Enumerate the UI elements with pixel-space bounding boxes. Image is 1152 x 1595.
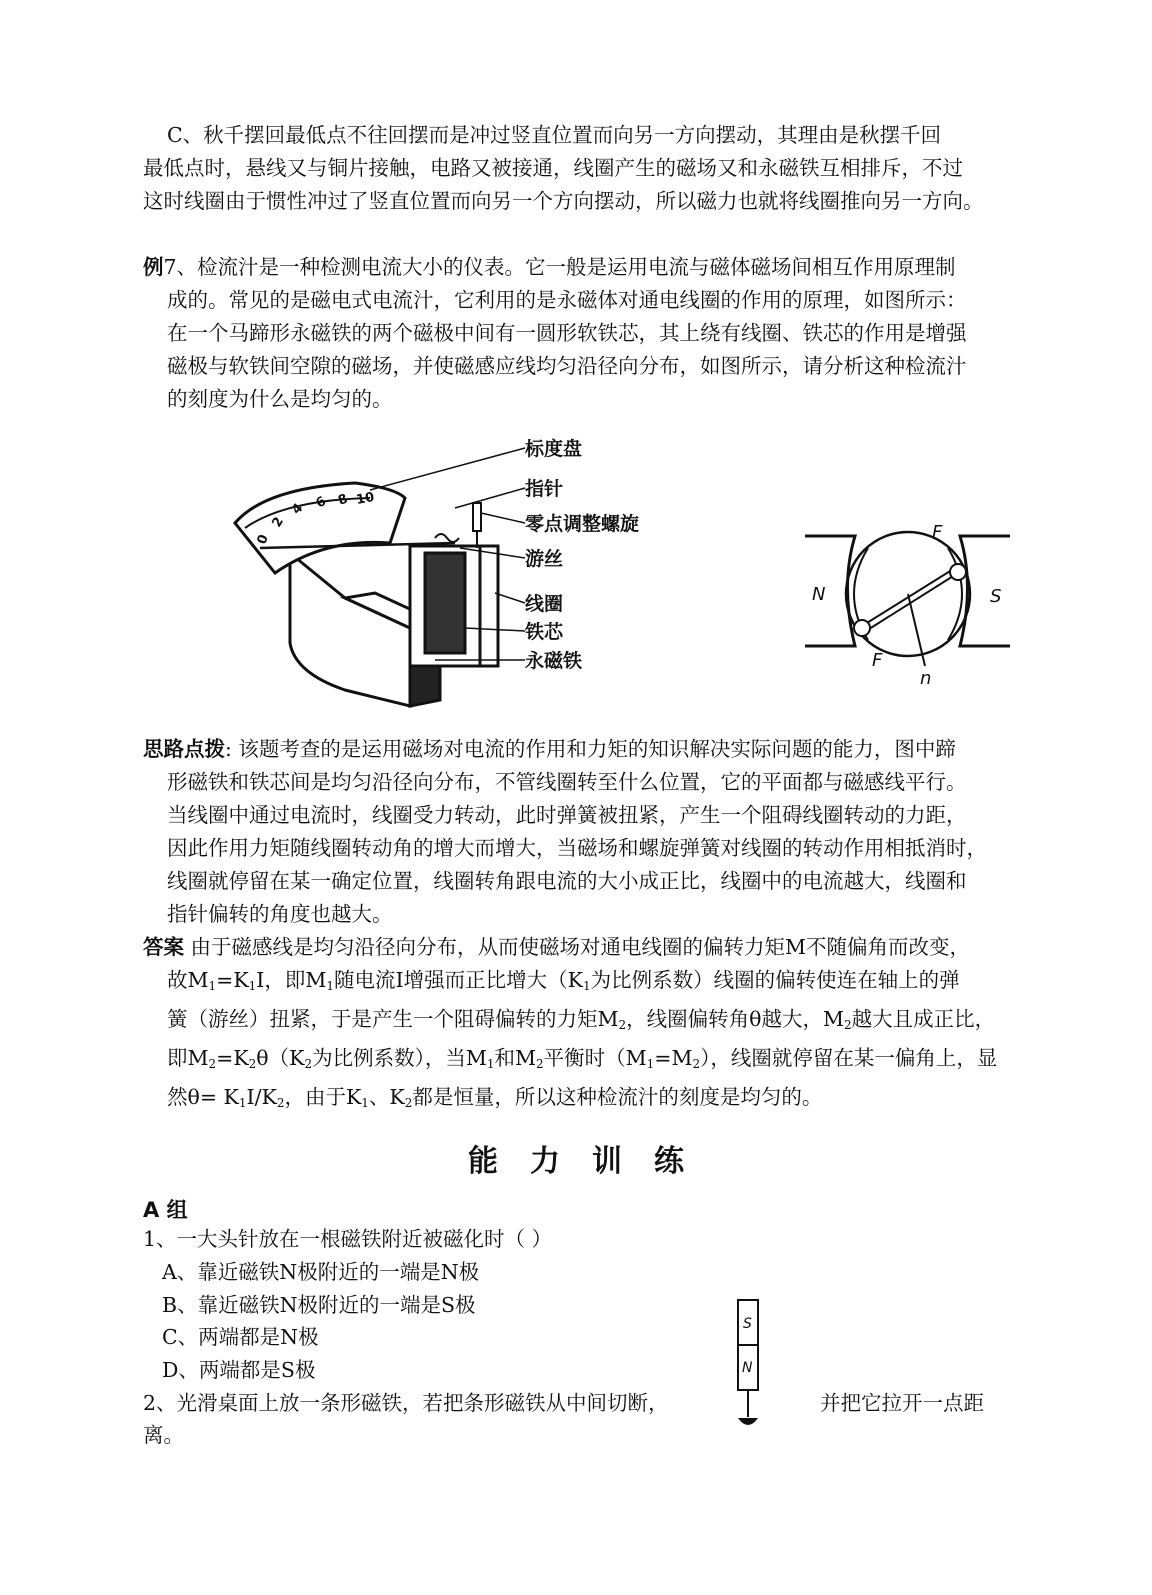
text-line: 然$\theta= K_1I/K_2$，由于$K_1$、$K_2$都是恒量，所以这种检流汁的刻度是均匀的。 <box>167 1085 823 1110</box>
pole-n-label: N <box>812 584 826 605</box>
magnet-pole-top: S <box>743 1316 752 1332</box>
text-line: 这时线圈由于惯性冲过了竖直位置而向另一个方向摆动，所以磁力也就将线圈推向另一方向。 <box>143 189 984 213</box>
text-line: 7、检流汁是一种检测电流大小的仪表。它一般是运用电流与磁体磁场间相互作用原理制 <box>163 255 956 279</box>
text-line: 簧（游丝）扭紧，于是产生一个阻碍偏转的力矩$M_2$，线圈偏转角θ越大，$M_2$越大且成正比， <box>167 1007 996 1032</box>
question-2-cont: 离。 <box>143 1423 184 1447</box>
group-label: A 组 <box>143 1198 188 1222</box>
paragraph-c <box>143 119 1013 218</box>
question-1-stem: 1、一大头针放在一根磁铁附近被磁化时（ ） <box>143 1227 553 1251</box>
hint-section <box>143 733 1013 931</box>
text-line: 线圈就停留在某一确定位置，线圈转角跟电流的大小成正比，线圈中的电流越大，线圈和 <box>167 869 967 893</box>
example-7 <box>143 251 1013 416</box>
text-line: 即$M_2=K_2\theta(K_2$为比例系数），当$M_1$和$M_2$平衡时$(M_1=M_2)$，线圈就停留在某一偏角上，显 <box>167 1046 998 1071</box>
label-hairspring: 游丝 <box>525 548 564 570</box>
answer-section <box>143 931 1013 1120</box>
text-line: 磁极与软铁间空隙的磁场，并使磁感应线均匀沿径向分布，如图所示，请分析这种检流汁 <box>167 354 967 378</box>
text-line: 当线圈中通过电流时，线圈受力转动，此时弹簧被扭紧，产生一个阻碍线圈转动的力距， <box>167 803 967 827</box>
text-line: 的刻度为什么是均匀的。 <box>167 387 393 411</box>
hint-label: 思路点拨 <box>143 737 225 761</box>
bar-magnet-figure <box>728 1295 768 1435</box>
scale-tick-4: 4 <box>289 500 307 518</box>
magnet-pole-bottom: N <box>742 1360 753 1376</box>
option-d: D、两端都是S极 <box>162 1358 316 1382</box>
text-line: 故$M_1=K_1I$，即$M_1$随电流I增强而正比增大（$K_1$为比例系数）线圈的偏转使连在轴上的弹 <box>167 968 960 993</box>
text-line: 因此作用力矩随线圈转动角的增大而增大，当磁场和螺旋弹簧对线圈的转动作用相抵消时， <box>167 836 987 860</box>
answer-label: 答案 <box>143 935 184 959</box>
scale-tick-6: 6 <box>313 493 329 512</box>
label-dial: 标度盘 <box>525 438 583 460</box>
text-line: 在一个马蹄形永磁铁的两个磁极中间有一圆形软铁芯，其上绕有线圈、铁芯的作用是增强 <box>167 321 967 345</box>
section-title: 能力训练 <box>468 1144 716 1179</box>
scale-tick-8: 8 <box>336 491 350 509</box>
option-a: A、靠近磁铁N极附近的一端是N极 <box>162 1260 480 1284</box>
question-2-stem-tail: 并把它拉开一点距 <box>820 1391 984 1415</box>
radial-field-figure <box>800 516 1015 690</box>
normal-n-label: n <box>920 668 932 689</box>
label-core: 铁芯 <box>525 621 564 643</box>
pole-s-label: S <box>990 586 1002 607</box>
text-line: : 该题考查的是运用磁场对电流的作用和力矩的知识解决实际问题的能力，图中蹄 <box>225 737 956 761</box>
option-b: B、靠近磁铁N极附近的一端是S极 <box>162 1293 476 1317</box>
option-c: C、两端都是N极 <box>162 1325 319 1349</box>
force-f-top: F <box>932 522 943 543</box>
question-2-stem: 2、光滑桌面上放一条形磁铁，若把条形磁铁从中间切断， <box>143 1391 669 1415</box>
galvanometer-figure <box>225 428 665 710</box>
label-zero-screw: 零点调整螺旋 <box>525 513 640 535</box>
scale-tick-0: 0 <box>254 532 272 547</box>
text-line: 成的。常见的是磁电式电流汁，它利用的是永磁体对通电线圈的作用的原理，如图所示： <box>167 288 967 312</box>
text-line: 由于磁感线是均匀沿径向分布，从而使磁场对通电线圈的偏转力矩M不随偏角而改变， <box>190 935 971 959</box>
scale-tick-2: 2 <box>269 514 287 530</box>
label-coil: 线圈 <box>525 593 564 615</box>
label-magnet: 永磁铁 <box>525 650 583 672</box>
text-line: C、秋千摆回最低点不往回摆而是冲过竖直位置而向另一方向摆动，其理由是秋摆千回 <box>167 123 942 147</box>
example-label: 例 <box>143 255 164 279</box>
scale-tick-10: 10 <box>355 490 376 508</box>
text-line: 形磁铁和铁芯间是均匀沿径向分布，不管线圈转至什么位置，它的平面都与磁感线平行。 <box>167 770 967 794</box>
text-line: 最低点时，悬线又与铜片接触，电路又被接通，线圈产生的磁场又和永磁铁互相排斥，不过 <box>143 156 963 180</box>
label-pointer: 指针 <box>525 478 564 500</box>
text-line: 指针偏转的角度也越大。 <box>167 902 393 926</box>
force-f-bottom: F <box>872 650 883 671</box>
